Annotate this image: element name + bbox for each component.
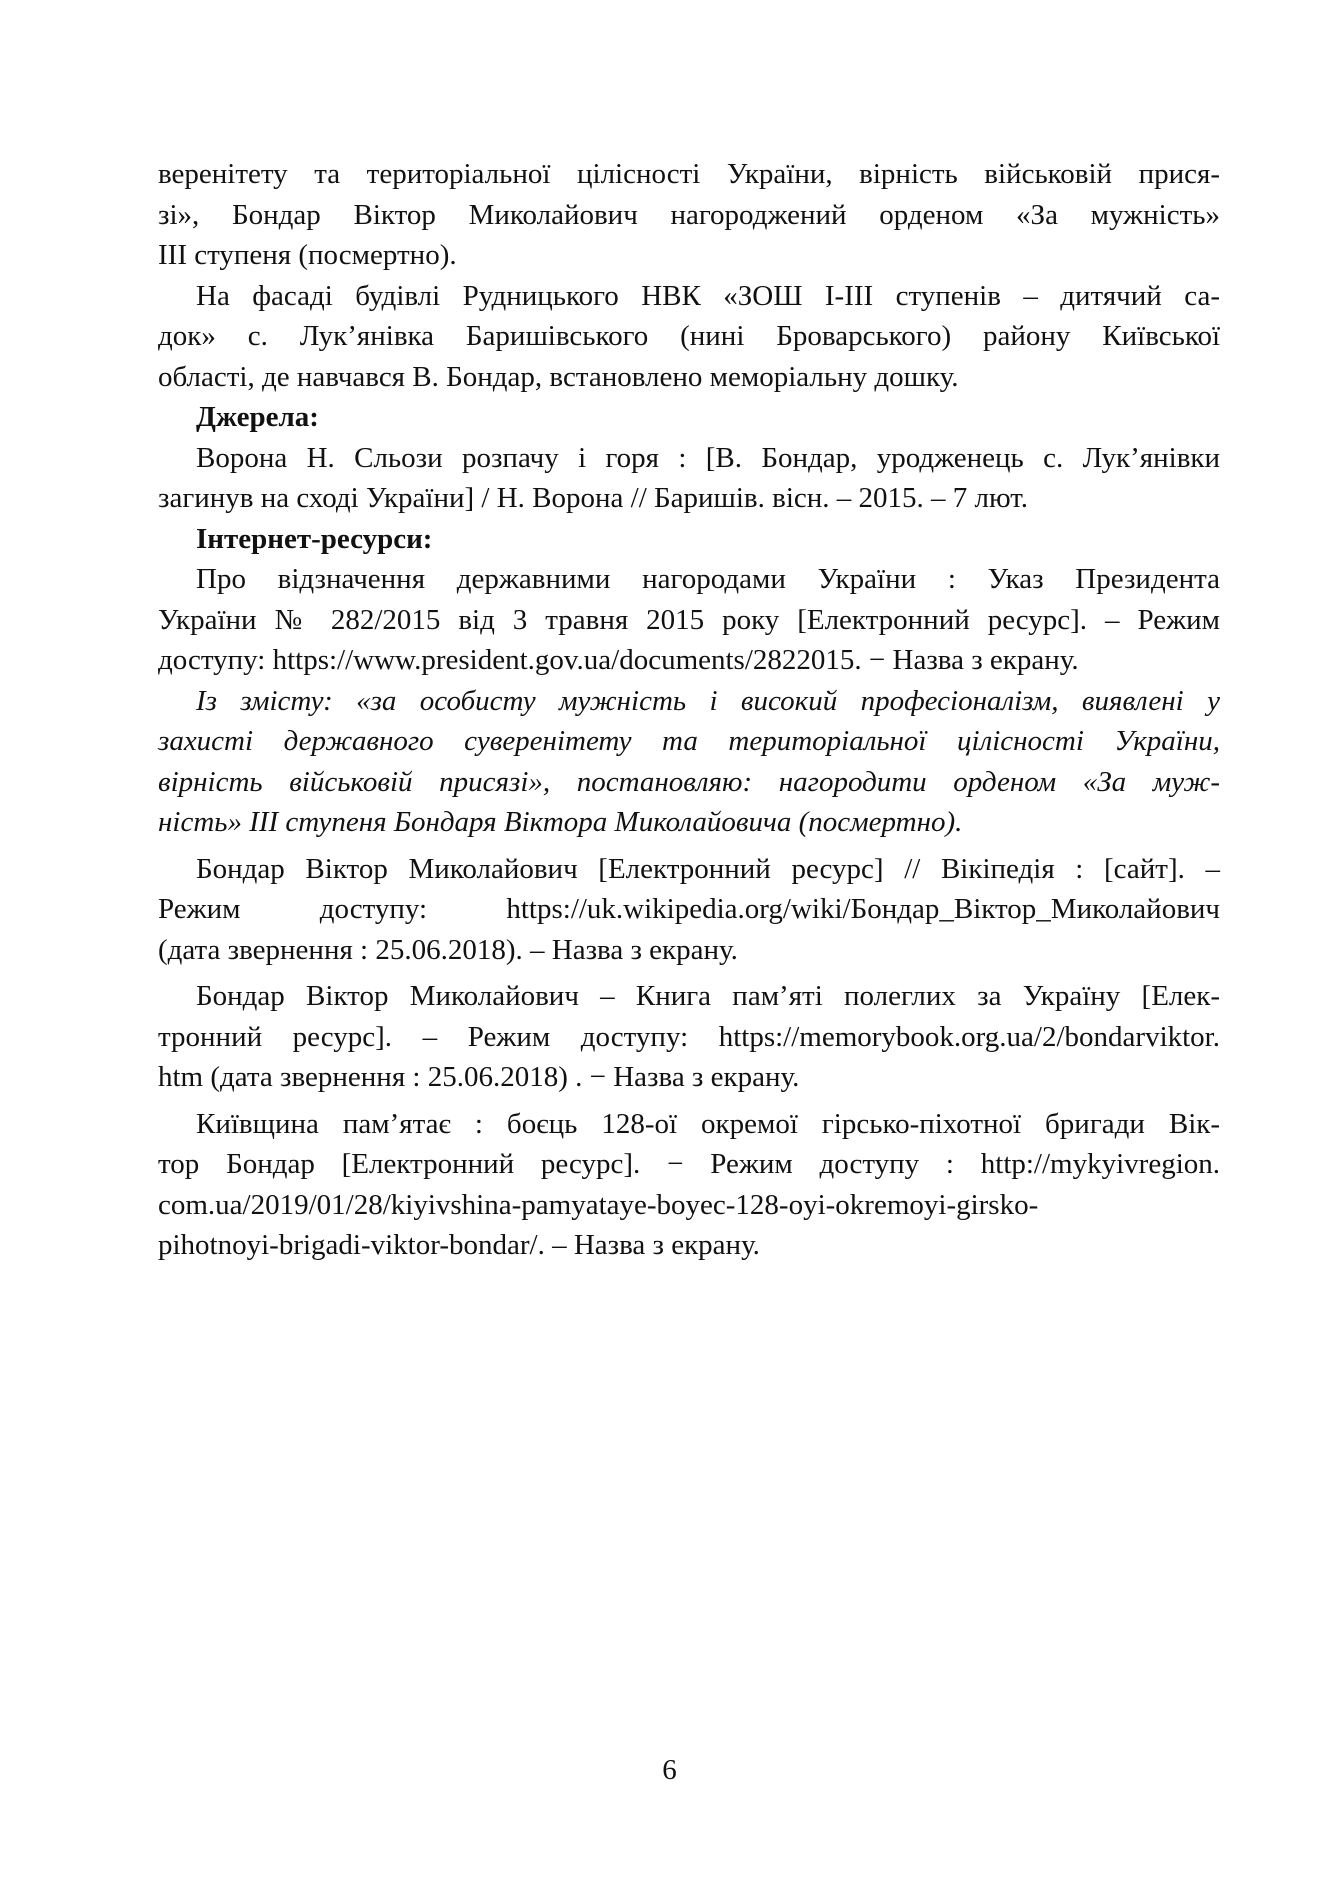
page-body [158, 154, 1220, 1266]
text-line: ІІІ ступеня (посмертно). [158, 239, 457, 271]
resource-entry [158, 849, 1220, 971]
text-line: pihotnoyi-brigadi-viktor-bondar/. – Назва з екрану. [158, 1229, 760, 1261]
text-line: захисті державного суверенітету та територіальної цілісності України, [158, 725, 1220, 757]
resource-entry [158, 559, 1220, 681]
text-line: доступу: https://www.president.gov.ua/documents/2822015. − Назва з екрану. [158, 644, 1079, 676]
resource-entry [158, 1104, 1220, 1266]
text-line: вірність військовій присязі», постановляю: нагородити орденом «За муж- [158, 765, 1220, 798]
sources-heading: Джерела: [196, 401, 319, 433]
source-entry [158, 438, 1220, 519]
text-line: док» с. Лук’янівка Баришівського (нині Броварського) району Київської [158, 320, 1220, 352]
resource-entry [158, 976, 1220, 1098]
text-line: Про відзначення державними нагородами України : Указ Президента [196, 563, 1220, 595]
text-line: тронний ресурс]. – Режим доступу: https://memorybook.org.ua/2/bondarviktor. [158, 1020, 1220, 1053]
text-line: Бондар Віктор Миколайович [Електронний ресурс] // Вікіпедія : [сайт]. – [196, 852, 1220, 885]
text-line: тор Бондар [Електронний ресурс]. − Режим доступу : http://mykyivregion. [158, 1148, 1220, 1180]
text-line: веренітету та територіальної цілісності України, вірність військовій прися- [158, 158, 1220, 190]
text-line: (дата звернення : 25.06.2018). – Назва з екрану. [158, 933, 738, 966]
text-line: com.ua/2019/01/28/kiyivshina-pamyataye-boyec-128-oyi-okremoyi-girsko- [158, 1188, 1039, 1221]
resource-excerpt [158, 681, 1220, 843]
text-line: Режим доступу: https://uk.wikipedia.org/wiki/Бондар_Віктор_Миколайович [158, 893, 1220, 925]
internet-resources-heading: Інтернет-ресурси: [196, 522, 433, 555]
text-line: Бондар Віктор Миколайович – Книга пам’яті полеглих за Україну [Елек- [196, 980, 1220, 1012]
text-line: htm (дата звернення : 25.06.2018) . − Назва з екрану. [158, 1061, 800, 1093]
text-line: ність» ІІІ ступеня Бондаря Віктора Миколайовича (посмертно). [158, 806, 963, 838]
paragraph [158, 276, 1220, 398]
text-line: області, де навчався В. Бондар, встановлено меморіальну дошку. [158, 360, 959, 393]
text-line: Із змісту: «за особисту мужність і високий професіоналізм, виявлені у [196, 684, 1220, 717]
text-line: України № 282/2015 від 3 травня 2015 року [Електронний ресурс]. – Режим [158, 603, 1220, 636]
text-line: Київщина пам’ятає : боєць 128-ої окремої гірсько-піхотної бригади Вік- [196, 1107, 1220, 1140]
text-line: зі», Бондар Віктор Миколайович нагороджений орденом «За мужність» [158, 198, 1220, 231]
page-number: 6 [662, 1754, 677, 1786]
text-line: Ворона Н. Сльози розпачу і горя : [В. Бондар, уродженець с. Лук’янівки [196, 441, 1220, 474]
text-line: загинув на сході України] / Н. Ворона // Баришів. вісн. – 2015. – 7 лют. [158, 482, 1029, 514]
text-line: На фасаді будівлі Рудницького НВК «ЗОШ І-ІІІ ступенів – дитячий са- [196, 279, 1220, 312]
paragraph [158, 154, 1220, 276]
